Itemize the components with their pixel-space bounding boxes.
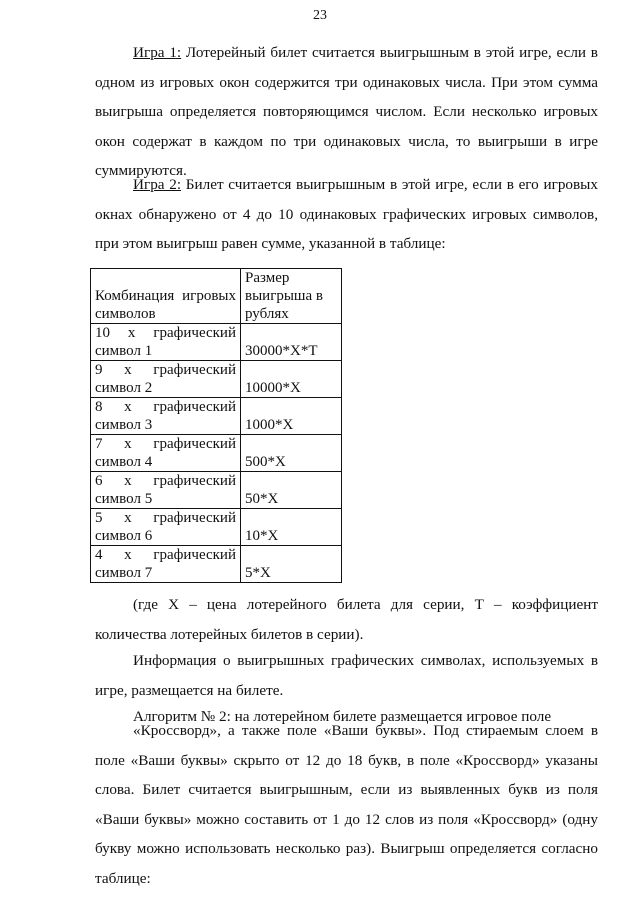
combination-cell [91,546,241,583]
table-header-row [91,269,342,324]
combination-line1 [95,509,236,527]
combination-x: х [124,436,132,452]
combination-symbol: символ 2 [95,380,153,396]
combination-count: 10 [95,325,110,341]
combination-word: графический [153,473,236,489]
algorithm-line: Алгоритм № 2: на лотерейном билете размещается игровое поле [133,708,552,725]
table-row [91,398,342,435]
game2-label: Игра 2: [133,176,182,193]
combination-symbol: символ 7 [95,565,153,581]
combination-x: х [124,362,132,378]
combination-x: х [127,325,136,341]
game2-text: Билет считается выигрышным в этой игре, если в его игровых окнах обнаружено от 4 до 10 одинаковых графических игровых символов, при этом выигрыш равен сумме, указанной в таблице: [95,176,598,252]
game2-paragraph [95,170,598,259]
page-number: 23 [313,8,327,23]
combination-word: графический [153,362,236,378]
header-combination: Комбинация игровых символов [91,269,241,324]
combination-line1 [95,398,236,416]
combination-symbol: символ 6 [95,528,153,544]
table-row [91,472,342,509]
combination-line1 [95,546,236,564]
game1-paragraph [95,38,598,186]
combination-symbol: символ 5 [95,491,153,507]
info-paragraph: Информация о выигрышных графических символах, используемых в игре, размещается на билете. [95,652,598,699]
combination-cell [91,398,241,435]
combination-count: 5 [95,510,103,526]
crossword-paragraph: «Кроссворд», а также поле «Ваши буквы». Под стираемым слоем в поле «Ваши буквы» скрыто от 12 до 18 букв, в поле «Кроссворд» указаны слова. Билет считается выигрышным, если из выявленных букв из поля «Ваши буквы» можно составить от 1 до 12 слов из поля «Кроссворд» (одну букву можно использовать несколько раз). Выигрыш определяется согласно таблице: [95,722,598,887]
table-row [91,361,342,398]
combination-x: х [124,473,132,489]
combination-word: графический [153,399,236,415]
combination-word: графический [153,325,236,341]
combination-cell [91,324,241,361]
combination-count: 9 [95,362,103,378]
prize-cell: 10000*Х [241,361,342,398]
combination-cell [91,361,241,398]
header-prize: Размер выигрыша в рублях [241,269,342,324]
game1-text: Лотерейный билет считается выигрышным в этой игре, если в одном из игровых окон содержится три одинаковых числа. При этом сумма выигрыша определяется повторяющимся числом. Если несколько игровых окон содержат в каждом по три одинаковых числа, то выигрыши в игре суммируются. [95,44,598,179]
combination-line1 [95,324,236,342]
prize-cell: 10*Х [241,509,342,546]
game1-label: Игра 1: [133,44,182,61]
combination-x: х [124,510,132,526]
combination-cell [91,472,241,509]
combination-line1 [95,472,236,490]
combination-word: графический [153,510,236,526]
table-row [91,509,342,546]
combination-line1 [95,361,236,379]
prize-cell: 1000*Х [241,398,342,435]
combination-cell [91,435,241,472]
prize-cell: 500*Х [241,435,342,472]
combination-symbol: символ 4 [95,454,153,470]
combination-count: 6 [95,473,103,489]
combination-cell [91,509,241,546]
table-row [91,435,342,472]
table-row [91,546,342,583]
combination-x: х [124,547,132,563]
table-row [91,324,342,361]
combination-count: 4 [95,547,103,563]
prize-cell: 5*Х [241,546,342,583]
combination-count: 7 [95,436,103,452]
prize-cell: 50*Х [241,472,342,509]
note-paragraph: (где Х – цена лотерейного билета для серии, Т – коэффициент количества лотерейных билетов в серии). [95,596,598,643]
combination-word: графический [153,547,236,563]
combination-line1 [95,435,236,453]
combination-x: х [124,399,132,415]
combination-count: 8 [95,399,103,415]
prize-cell: 30000*Х*Т [241,324,342,361]
combination-symbol: символ 3 [95,417,153,433]
combination-symbol: символ 1 [95,343,153,359]
prize-table [90,268,342,583]
combination-word: графический [153,436,236,452]
